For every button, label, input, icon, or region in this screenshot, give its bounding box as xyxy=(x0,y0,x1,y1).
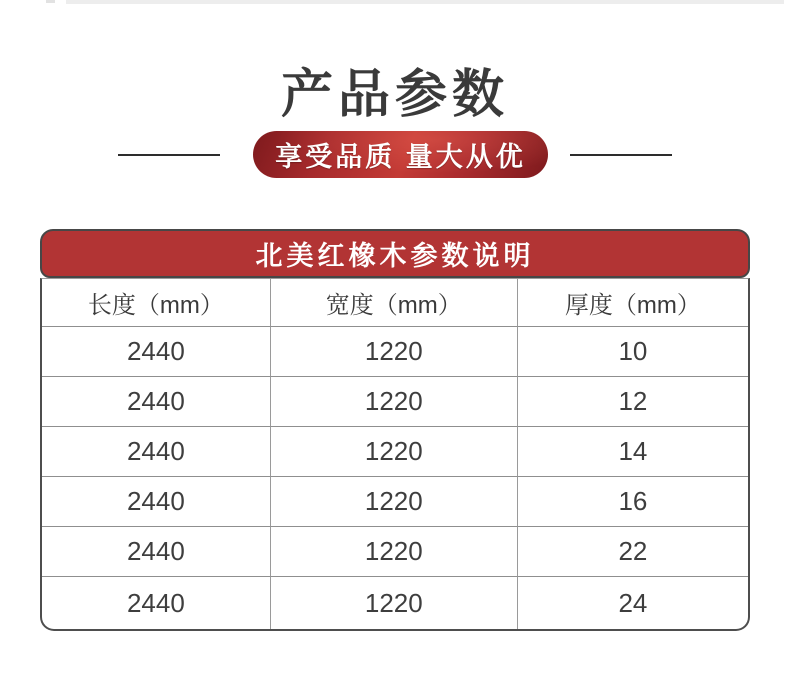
top-divider-speck xyxy=(46,0,55,3)
cell-thickness: 24 xyxy=(618,587,648,618)
table-row xyxy=(42,377,748,427)
table-row xyxy=(42,327,748,377)
column-header-thickness: 厚度（mm） xyxy=(518,279,748,327)
spec-table xyxy=(40,229,750,631)
decor-line-right xyxy=(570,154,672,156)
table-row xyxy=(42,427,748,477)
cell-length: 2440 xyxy=(42,577,271,629)
table-caption: 北美红橡木参数说明 xyxy=(255,241,535,271)
cell-thickness: 10 xyxy=(518,327,748,377)
decor-line-left xyxy=(118,154,220,156)
table-header-row xyxy=(42,279,748,327)
cell-thickness: 16 xyxy=(518,477,748,527)
cell-length: 2440 xyxy=(42,327,271,377)
ribbon-row xyxy=(0,131,790,178)
column-header-width: 宽度（mm） xyxy=(271,279,518,327)
cell-width: 1220 xyxy=(271,527,518,577)
table-row xyxy=(42,577,748,629)
cell-length: 2440 xyxy=(42,527,271,577)
quality-ribbon xyxy=(253,131,548,178)
cell-width: 1220 xyxy=(271,327,518,377)
table-row xyxy=(42,477,748,527)
cell-width: 1220 xyxy=(271,427,518,477)
table-body xyxy=(40,278,750,631)
cell-width: 1220 xyxy=(271,577,518,629)
cell-length: 2440 xyxy=(42,477,271,527)
cell-thickness: 12 xyxy=(518,377,748,427)
table-caption-banner xyxy=(40,229,750,278)
cell-length: 2440 xyxy=(42,427,271,477)
cell-length: 2440 xyxy=(42,377,271,427)
column-header-length: 长度（mm） xyxy=(42,279,271,327)
top-divider xyxy=(66,0,784,4)
cell-width: 1220 xyxy=(271,377,518,427)
ribbon-label: 享受品质 量大从优 xyxy=(275,142,526,172)
page-title: 产品参数 xyxy=(280,66,509,124)
table-row xyxy=(42,527,748,577)
cell-thickness: 22 xyxy=(518,527,748,577)
cell-thickness: 14 xyxy=(518,427,748,477)
cell-width: 1220 xyxy=(271,477,518,527)
